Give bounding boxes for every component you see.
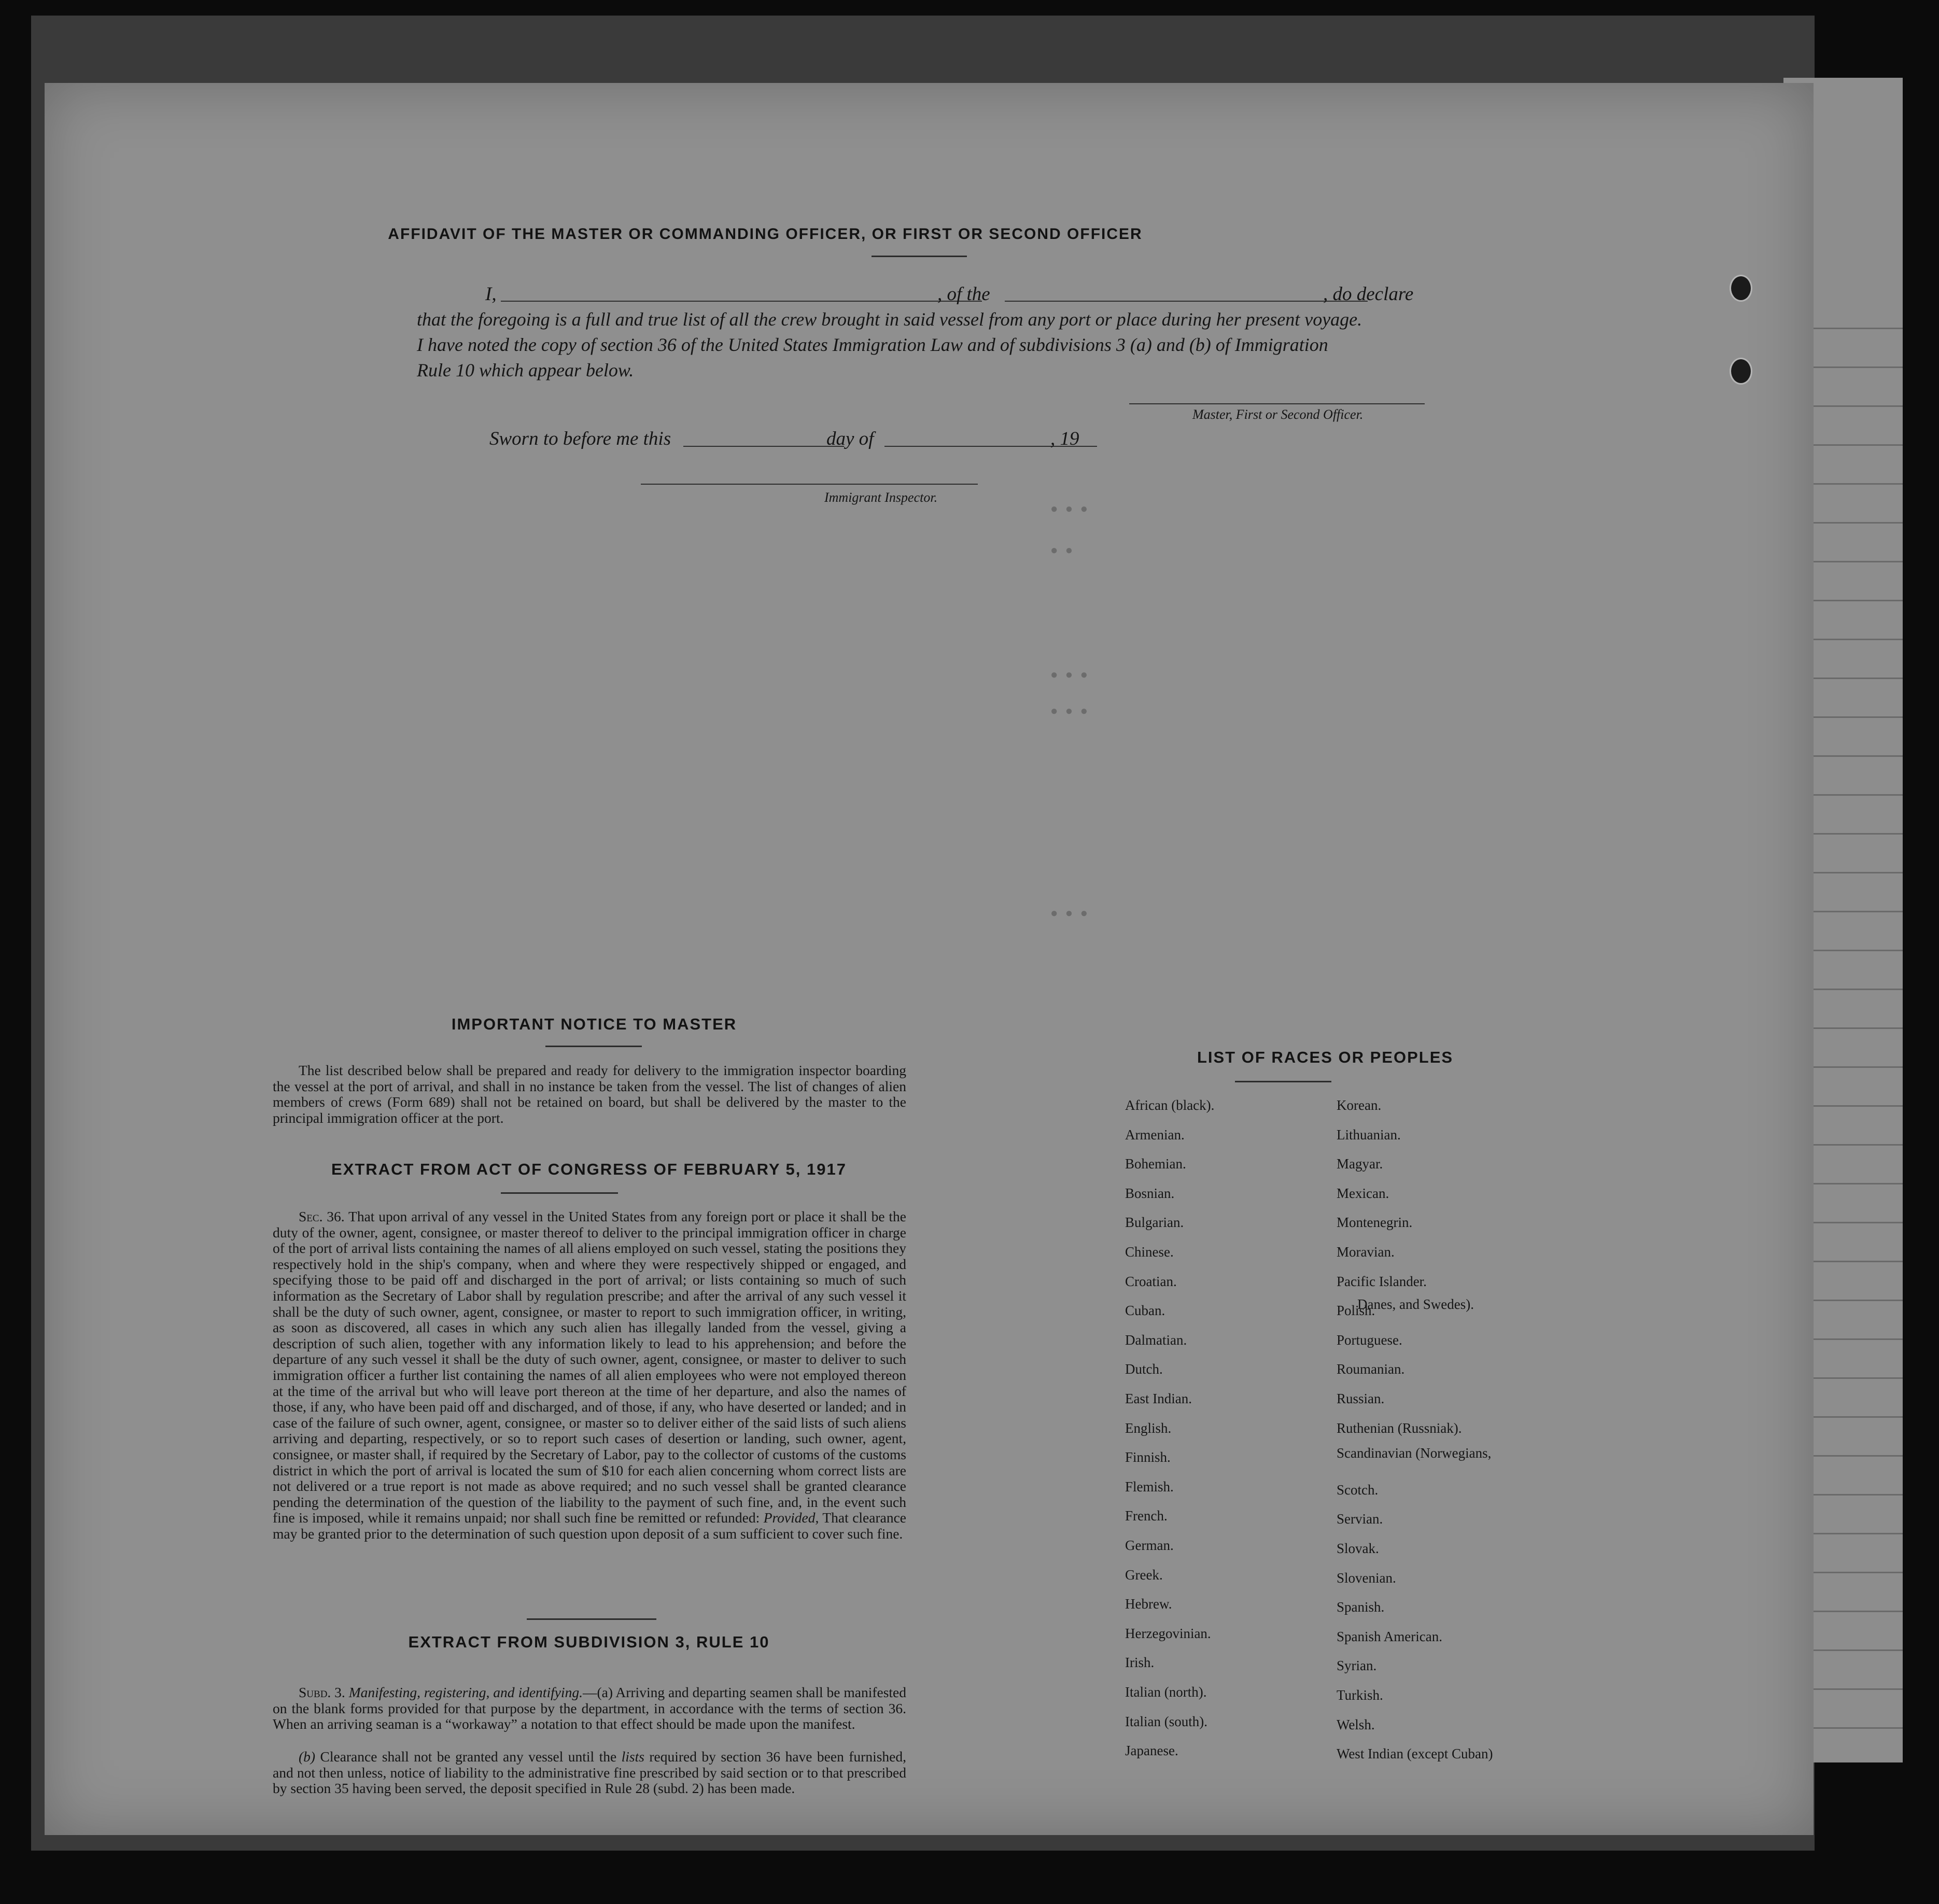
affidavit-of-the: , of the <box>937 284 990 305</box>
rule-title: EXTRACT FROM SUBDIVISION 3, RULE 10 <box>408 1633 770 1651</box>
act-provided-label: Provided, <box>763 1510 819 1526</box>
race-item: Korean. <box>1337 1097 1382 1113</box>
rule-separator <box>527 1618 656 1620</box>
race-item: Cuban. <box>1125 1303 1165 1319</box>
bleed-through-mark: ● ● ● <box>1050 669 1088 683</box>
subd-b-label: (b) <box>299 1748 316 1765</box>
notice-rule <box>545 1046 642 1047</box>
inspector-signature-line <box>641 484 978 485</box>
race-item: Portuguese. <box>1337 1332 1402 1348</box>
race-item: Scotch. <box>1337 1482 1379 1498</box>
signature-caption: Master, First or Second Officer. <box>1192 407 1364 422</box>
sworn-text: Sworn to before me this <box>489 428 671 449</box>
subd-b-text-2: required by section 36 have been furnished, and not then unless, notice of liability to the administrative fine prescribed by said section or to that prescribed by section 35 having been served, the deposit specified in Rule 28 (subd. 2) has been made. <box>273 1748 906 1797</box>
document-page <box>45 83 1814 1835</box>
race-item: Welsh. <box>1337 1716 1375 1732</box>
race-item: Pacific Islander. <box>1337 1273 1427 1289</box>
punch-hole-icon <box>1730 275 1752 302</box>
race-item: Servian. <box>1337 1511 1383 1527</box>
race-item: Bosnian. <box>1125 1185 1175 1201</box>
race-item: Magyar. <box>1337 1156 1383 1172</box>
inspector-caption: Immigrant Inspector. <box>824 490 938 505</box>
race-item: African (black). <box>1125 1097 1215 1113</box>
race-item: Flemish. <box>1125 1478 1174 1494</box>
race-item: West Indian (except Cuban) <box>1337 1746 1493 1762</box>
race-item: Spanish American. <box>1337 1628 1442 1644</box>
race-item: Japanese. <box>1125 1743 1178 1759</box>
race-item: Ruthenian (Russniak). <box>1337 1420 1462 1436</box>
bleed-through-mark: ● ● ● <box>1050 705 1088 719</box>
race-item: Spanish. <box>1337 1599 1385 1615</box>
race-item: Slovak. <box>1337 1541 1379 1556</box>
race-item: Hebrew. <box>1125 1596 1172 1612</box>
bleed-through-mark: ● ● ● <box>1050 503 1088 517</box>
act-sec-label: Sec. 36. <box>299 1208 345 1224</box>
race-item: Armenian. <box>1125 1126 1185 1143</box>
affidavit-declare: , do declare <box>1323 284 1414 305</box>
bleed-through-mark: ● ● ● <box>1050 907 1088 921</box>
race-item: Moravian. <box>1337 1244 1395 1260</box>
punch-hole-icon <box>1730 358 1752 385</box>
race-item: Mexican. <box>1337 1185 1389 1201</box>
act-body: That upon arrival of any vessel in the United States from any foreign port or place it shall be the duty of the owner, agent, consignee, or master thereof to deliver to the principal immigration officer in charge of the port of arrival lists containing the names of all aliens employed on such vessel, stating the positions they respectively hold in the ship's company, when and where they were respectively shipped or engaged, and specifying those to be paid off and discharged in the port of arrival; or lists containing so much of such information as the Secretary of Labor shall by regulation prescribe; and after the arrival of any such vessel it shall be the duty of such owner, agent, consignee, or master to report to such immigration officer, in writing, as soon as discovered, all cases in which any such alien has illegally landed from the vessel, giving a description of such alien, together with any information likely to lead to his apprehension; and before the departure of any such vessel it shall be the duty of such owner, agent, consignee, or master to deliver to such immigration officer a further list containing the names of all alien employees who were not employed thereon at the time of the arrival but who will leave port thereon at the time of her departure, and also the names of those, if any, who have been paid off and discharged, and of those, if any, who have deserted or landed; and in case of the failure of such owner, agent, consignee, or master so to deliver either of the said lists of such aliens arriving and departing, respectively, or so to report such cases of desertion or landing, such owner, agent, consignee, or master shall, if required by the Secretary of Labor, pay to the collector of customs of the customs district in which the port of arrival is located the sum of $10 for each alien concerning whom correct lists are not delivered or a true report is not made as above required; and no such vessel shall be granted clearance pending the determination of the question of the liability to the payment of such fine, and, in the event such fine is imposed, while it remains unpaid; nor shall such fine be remitted or refunded: <box>273 1208 906 1526</box>
act-provided-text: That clearance may be granted prior to the determination of such question upon deposit of a sum sufficient to cover such fine. <box>273 1510 906 1542</box>
race-item: Lithuanian. <box>1337 1126 1401 1143</box>
race-item: Italian (south). <box>1125 1713 1207 1729</box>
subd-a-label: —(a) <box>582 1684 613 1700</box>
race-item: Russian. <box>1337 1391 1385 1406</box>
affidavit-i: I, <box>485 284 497 305</box>
race-item: English. <box>1125 1420 1172 1436</box>
race-item: French. <box>1125 1508 1168 1524</box>
signature-line <box>1129 403 1425 404</box>
subd-label: Subd. 3. <box>299 1684 345 1700</box>
name-blank <box>501 301 982 302</box>
race-item: Dalmatian. <box>1125 1332 1187 1348</box>
affidavit-title: AFFIDAVIT OF THE MASTER OR COMMANDING OFFICER, OR FIRST OR SECOND OFFICER <box>388 225 1143 243</box>
races-title: LIST OF RACES OR PEOPLES <box>1197 1048 1454 1066</box>
race-item: Danes, and Swedes). <box>1357 1296 1474 1312</box>
rule-subd-a <box>273 1685 906 1732</box>
race-item: East Indian. <box>1125 1391 1192 1406</box>
year-text: , 19 <box>1050 428 1079 449</box>
day-of-text: day of <box>826 428 874 449</box>
race-item: Polish. <box>1337 1303 1375 1319</box>
race-item: Scandinavian (Norwegians, <box>1337 1445 1492 1461</box>
race-item: Slovenian. <box>1337 1570 1396 1586</box>
subd-b-text-1: Clearance shall not be granted any vessel until the <box>320 1748 617 1765</box>
affidavit-line-3: I have noted the copy of section 36 of the United States Immigration Law and of subdivisions 3 (a) and (b) of Immigration <box>417 334 1328 355</box>
race-item: Bohemian. <box>1125 1156 1186 1172</box>
race-item: Syrian. <box>1337 1658 1377 1674</box>
race-item: Bulgarian. <box>1125 1215 1184 1231</box>
sworn-day-blank <box>683 446 844 447</box>
race-item: Finnish. <box>1125 1449 1171 1465</box>
race-item: Turkish. <box>1337 1687 1383 1703</box>
title-rule <box>872 256 967 257</box>
race-item: Dutch. <box>1125 1361 1163 1377</box>
subd-heading: Manifesting, registering, and identifying. <box>348 1684 583 1700</box>
subd-a-text: Arriving and departing seamen shall be manifested on the blank forms provided for that purpose by the department, in accordance with the terms of section 36. When an arriving seaman is a “workaway” a notation to that effect should be made upon the manifest. <box>273 1684 907 1732</box>
race-item: Montenegrin. <box>1337 1215 1413 1231</box>
vessel-blank <box>1005 301 1368 302</box>
affidavit-line-2: that the foregoing is a full and true list of all the crew brought in said vessel from any port or place during her present voyage. <box>417 309 1362 330</box>
bleed-through-mark: ● ● <box>1050 544 1073 558</box>
subd-b-lists: lists <box>621 1748 644 1765</box>
race-item: Irish. <box>1125 1655 1155 1671</box>
act-text <box>273 1209 906 1542</box>
races-rule <box>1235 1081 1331 1082</box>
act-title: EXTRACT FROM ACT OF CONGRESS OF FEBRUARY 5, 1917 <box>331 1160 847 1178</box>
notice-text: The list described below shall be prepared and ready for delivery to the immigration inspector boarding the vessel at the port of arrival, and shall in no instance be taken from the vessel. The list of changes of alien members of crews (Form 689) shall not be retained on board, but shall be delivered by the master to the principal immigration officer at the port. <box>273 1062 906 1126</box>
race-item: Croatian. <box>1125 1273 1177 1289</box>
race-item: Herzegovinian. <box>1125 1625 1211 1641</box>
affidavit-line-4: Rule 10 which appear below. <box>417 360 634 380</box>
race-item: Italian (north). <box>1125 1684 1207 1700</box>
race-item: Chinese. <box>1125 1244 1174 1260</box>
act-rule <box>501 1192 618 1194</box>
race-item: German. <box>1125 1538 1174 1553</box>
race-item: Greek. <box>1125 1567 1163 1583</box>
race-item: Roumanian. <box>1337 1361 1405 1377</box>
rule-subd-b <box>273 1749 906 1797</box>
notice-title: IMPORTANT NOTICE TO MASTER <box>451 1015 737 1033</box>
